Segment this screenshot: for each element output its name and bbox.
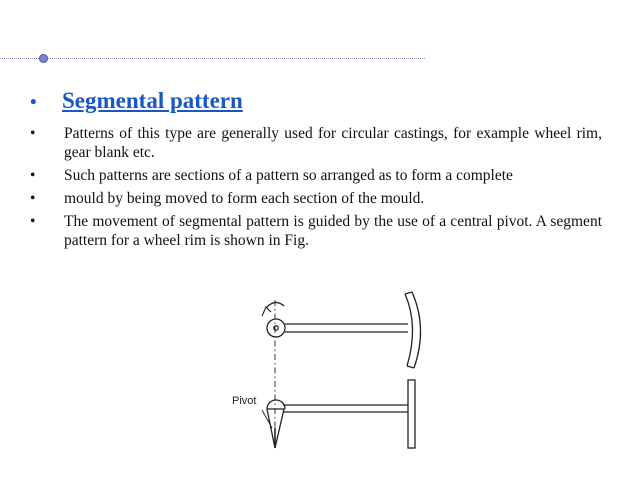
list-item (30, 124, 602, 162)
bullet-mark: • (30, 190, 36, 207)
pivot-label: Pivot (232, 395, 257, 407)
rim-segment-side (408, 380, 415, 448)
bullet-mark: • (30, 167, 36, 184)
top-hub-center (274, 326, 278, 330)
slide-title: Segmental pattern (62, 88, 243, 113)
bullet-mark: • (30, 125, 36, 142)
bullet-list (30, 124, 602, 254)
list-item-text: Patterns of this type are generally used for circular castings, for example wheel rim, gear blank etc. (64, 125, 602, 161)
title-bullet: • (30, 92, 37, 113)
bullet-mark: • (30, 213, 36, 230)
rim-segment-top (405, 294, 413, 366)
top-hub (267, 319, 285, 337)
list-item-text: mould by being moved to form each section of the mould. (64, 190, 425, 207)
segmental-pattern-figure (222, 288, 432, 460)
header-rule (0, 58, 425, 59)
list-item (30, 189, 602, 208)
list-item (30, 166, 602, 185)
list-item (30, 212, 602, 250)
bottom-hub (267, 400, 285, 409)
list-item-text: The movement of segmental pattern is guided by the use of a central pivot. A segment pattern for a wheel rim is shown in Fig. (64, 213, 602, 249)
list-item-text: Such patterns are sections of a pattern so arranged as to form a complete (64, 167, 513, 184)
title-row (30, 86, 610, 118)
header-rule-dot (39, 54, 48, 63)
